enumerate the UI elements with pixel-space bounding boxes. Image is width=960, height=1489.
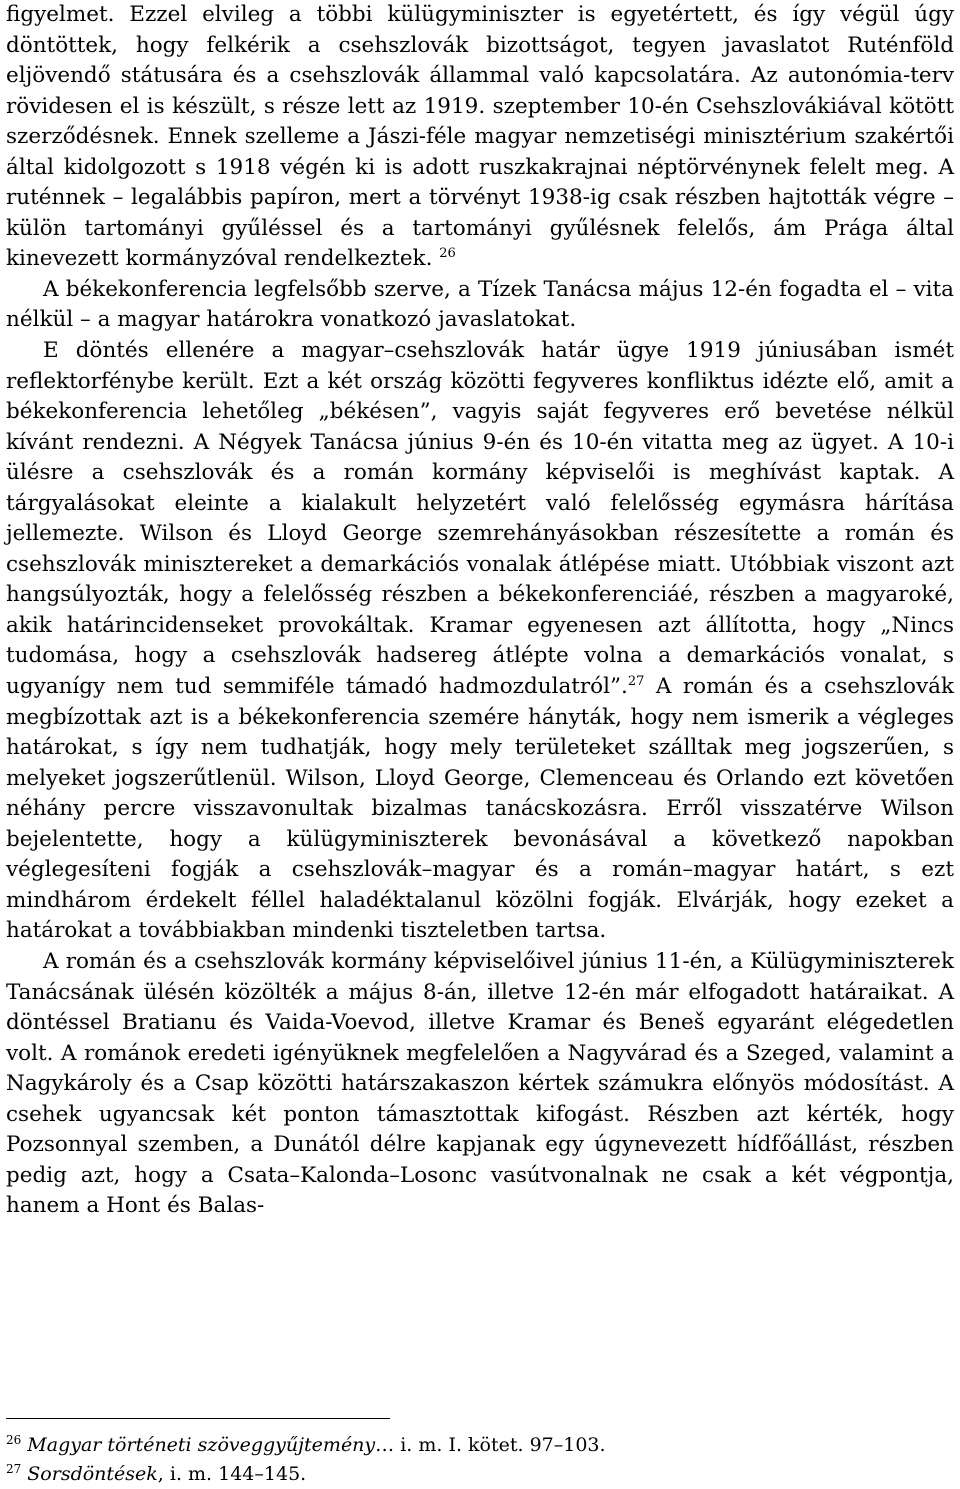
footnote-27	[6, 1460, 954, 1489]
paragraph-text: A békekonferencia legfelsőbb szerve, a Tízek Tanácsa május 12-én fogadta el – vita nélkül – a magyar határokra vonatkozó javaslatokat.	[6, 276, 954, 333]
footnote-source-title: Sorsdöntések	[27, 1463, 158, 1485]
paragraph-text: A román és a csehszlovák kormány képviselőivel június 11-én, a Külügyminiszterek Tanácsának ülésén közölték a május 8-án, illetve 12-én már elfogadott határaikat. A döntéssel Bratianu és Vaida-Voevod, illetve Kramar és Beneš egyaránt elégedetlen volt. A románok eredeti igényüknek megfelelően a Nagyvárad és a Szeged, valamint a Nagykároly és a Csap közötti határszakaszon kértek számukra előnyös módosítást. A csehek ugyancsak két ponton támasztottak kifogást. Részben azt kérték, hogy Pozsonnyal szemben, a Dunától délre kapjanak egy úgynevezett hídfőállást, részben pedig azt, hogy a Csata–Kalonda–Losonc vasútvonalnak ne csak a két végpontja, hanem a Hont és Balas-	[6, 948, 954, 1219]
footnote-reference: … i. m. I. kötet. 97–103.	[375, 1434, 606, 1456]
document-body	[6, 0, 954, 1222]
footnote-ref-26: 26	[439, 246, 456, 262]
paragraph-text: E döntés ellenére a magyar–csehszlovák határ ügye 1919 júniusában ismét reflektorfénybe került. Ezt a két ország közötti fegyveres konfliktus idézte elő, amit a békekonferencia lehetőleg „békésen”, vagyis saját fegyveres erő bevetése nélkül kívánt rendezni. A Négyek Tanácsa június 9-én és 10-én vitatta meg az ügyet. A 10-i ülésre a csehszlovák és a román kormány képviselői is meghívást kaptak. A tárgyalásokat eleinte a kialakult helyzetért való felelősség egymásra hárítása jellemezte. Wilson és Lloyd George szemrehányásokban részesítette a román és csehszlovák minisztereket a demarkációs vonalak átlépése miatt. Utóbbiak viszont azt hangsúlyozták, hogy a felelősség részben a békekonferenciáé, részben a magyaroké, akik határincidenseket provokáltak. Kramar egyenesen azt állította, hogy „Nincs tudomása, hogy a csehszlovák hadsereg átlépte volna a demarkációs vonalat, s ugyanígy nem tud semmiféle támadó hadmozdulatról”.	[6, 338, 954, 700]
footnote-reference: , i. m. 144–145.	[157, 1463, 307, 1485]
paragraph-text: A román és a csehszlovák megbízottak azt is a békekonferencia szemére hányták, hogy nem ismerik a végleges határokat, s így nem tudhatják, hogy mely területeket szálltak meg jogszerűen, s melyeket jogszerűtlenül. Wilson, Lloyd George, Clemenceau és Orlando ezt követően néhány percre visszavonultak bizalmas tanácskozásra. Erről visszatérve Wilson bejelentette, hogy a külügyminiszterek bevonásával a következő napokban véglegesíteni fogják a csehszlovák–magyar és a román–magyar határt, s ezt mindhárom érdekelt féllel haladéktalanul közölni fogják. Elvárják, hogy ezeket a határokat a továbbiakban mindenki tiszteletben tartsa.	[6, 674, 954, 944]
footnote-number: 27	[6, 1461, 22, 1476]
footnote-ref-27: 27	[627, 673, 645, 689]
footnote-divider	[6, 1418, 390, 1419]
paragraph-text: figyelmet. Ezzel elvileg a többi külügyminiszter is egyetértett, és így végül úgy döntöttek, hogy felkérik a csehszlovák bizottságot, tegyen javaslatot Ruténföld eljövendő státusára és a csehszlovák állammal való kapcsolatára. Az autonómia-terv rövidesen el is készült, s része lett az 1919. szeptember 10-én Csehszlovákiával kötött szerződésnek. Ennek szelleme a Jászi-féle magyar nemzetiségi minisztérium szakértői által kidolgozott s 1918 végén ki is adott ruszkakrajnai néptörvénynek felelt meg. A ruténnek – legalábbis papíron, mert a törvényt 1938-ig csak részben hajtották végre – külön tartományi gyűléssel és a tartományi gyűlésnek felelős, ám Prága által kinevezett kormányzóval rendelkeztek.	[6, 2, 954, 272]
footnotes	[6, 1418, 954, 1489]
paragraph-4	[6, 947, 954, 1222]
paragraph-2	[6, 275, 954, 336]
paragraph-1	[6, 0, 954, 275]
footnote-26	[6, 1431, 954, 1460]
paragraph-3	[6, 336, 954, 947]
footnote-number: 26	[6, 1432, 22, 1447]
footnote-source-title: Magyar történeti szöveggyűjtemény	[27, 1434, 376, 1456]
